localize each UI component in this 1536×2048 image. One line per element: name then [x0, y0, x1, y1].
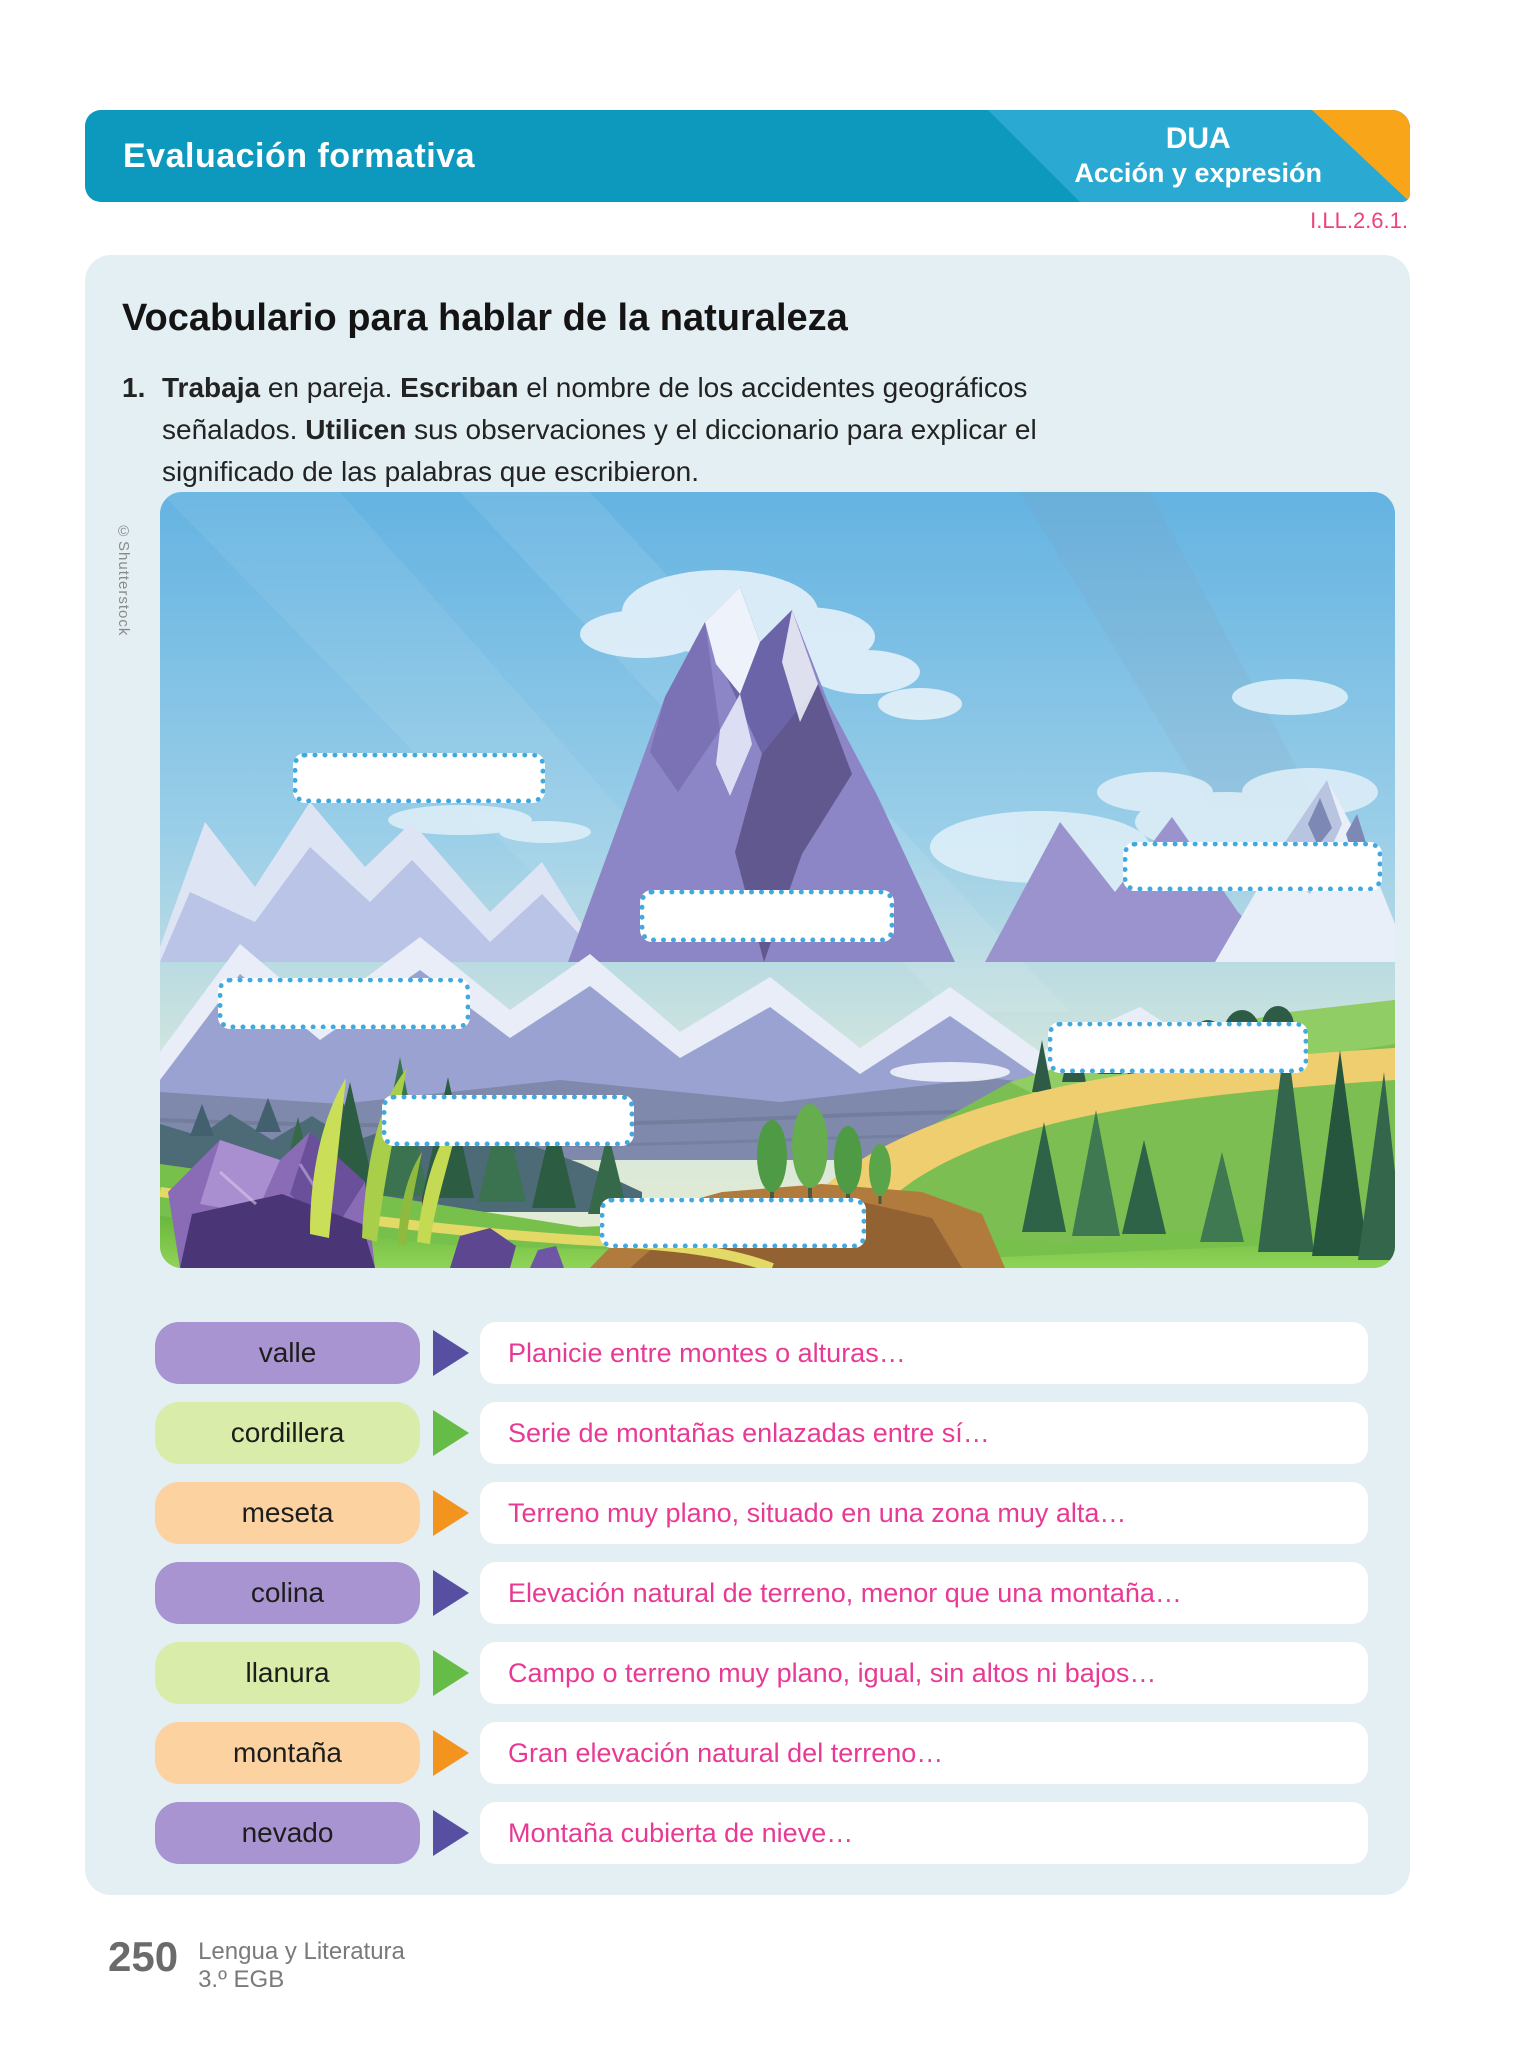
word-pill: colina	[155, 1562, 420, 1624]
landscape-illustration	[160, 492, 1395, 1268]
answer-box-4[interactable]	[218, 978, 470, 1029]
arrow-right-icon	[433, 1730, 469, 1776]
definition-box: Elevación natural de terreno, menor que una montaña…	[480, 1562, 1368, 1624]
page-footer	[108, 1933, 405, 1994]
word-pill: nevado	[155, 1802, 420, 1864]
answer-box-5[interactable]	[1048, 1022, 1308, 1073]
arrow-right-icon	[433, 1810, 469, 1856]
definition-box: Planicie entre montes o alturas…	[480, 1322, 1368, 1384]
vocab-row-colina	[85, 1562, 1410, 1624]
dua-badge	[1074, 121, 1322, 189]
instruction-span: el nombre de los accidentes geográficos señalados.	[162, 372, 1028, 445]
arrow-right-icon	[433, 1490, 469, 1536]
section-header	[85, 110, 1410, 202]
vocab-row-montana	[85, 1722, 1410, 1784]
answer-box-2[interactable]	[640, 890, 894, 942]
vocab-row-nevado	[85, 1802, 1410, 1864]
answer-box-1[interactable]	[293, 753, 545, 803]
instruction-span: en pareja.	[260, 372, 401, 403]
definition-box: Serie de montañas enlazadas entre sí…	[480, 1402, 1368, 1464]
book-subject: Lengua y Literatura	[198, 1938, 405, 1965]
word-pill: valle	[155, 1322, 420, 1384]
vocab-row-meseta	[85, 1482, 1410, 1544]
section-title: Evaluación formativa	[123, 136, 476, 175]
arrow-right-icon	[433, 1330, 469, 1376]
image-credit: ©Shutterstock	[115, 523, 132, 637]
word-pill: montaña	[155, 1722, 420, 1784]
book-info	[198, 1936, 405, 1994]
activity-panel	[85, 255, 1410, 1895]
word-pill: llanura	[155, 1642, 420, 1704]
instruction-bold: Trabaja	[162, 372, 261, 403]
definition-box: Campo o terreno muy plano, igual, sin altos ni bajos…	[480, 1642, 1368, 1704]
vocab-row-cordillera	[85, 1402, 1410, 1464]
instruction-span: sus observaciones y el diccionario para explicar el significado de las palabras que escribieron.	[162, 414, 1037, 487]
answer-box-6[interactable]	[382, 1095, 634, 1146]
definition-box: Gran elevación natural del terreno…	[480, 1722, 1368, 1784]
definition-box: Terreno muy plano, situado en una zona muy alta…	[480, 1482, 1368, 1544]
book-grade: 3.º EGB	[198, 1966, 285, 1993]
dua-label: DUA	[1165, 122, 1231, 155]
instruction-number: 1.	[122, 372, 146, 403]
arrow-right-icon	[433, 1650, 469, 1696]
vocab-row-valle	[85, 1322, 1410, 1384]
curriculum-standard-code: I.LL.2.6.1.	[1310, 208, 1408, 233]
instruction-bold: Utilicen	[305, 414, 407, 445]
page-number: 250	[108, 1933, 179, 1980]
dua-sublabel: Acción y expresión	[1074, 158, 1322, 188]
arrow-right-icon	[433, 1410, 469, 1456]
answer-box-7[interactable]	[600, 1198, 866, 1248]
activity-title: Vocabulario para hablar de la naturaleza	[122, 297, 848, 339]
arrow-right-icon	[433, 1570, 469, 1616]
word-pill: meseta	[155, 1482, 420, 1544]
instruction-text	[122, 367, 1192, 493]
answer-box-3[interactable]	[1123, 842, 1382, 891]
instruction-bold: Escriban	[400, 372, 519, 403]
vocab-row-llanura	[85, 1642, 1410, 1704]
definition-box: Montaña cubierta de nieve…	[480, 1802, 1368, 1864]
word-pill: cordillera	[155, 1402, 420, 1464]
instruction-body	[162, 367, 1147, 493]
